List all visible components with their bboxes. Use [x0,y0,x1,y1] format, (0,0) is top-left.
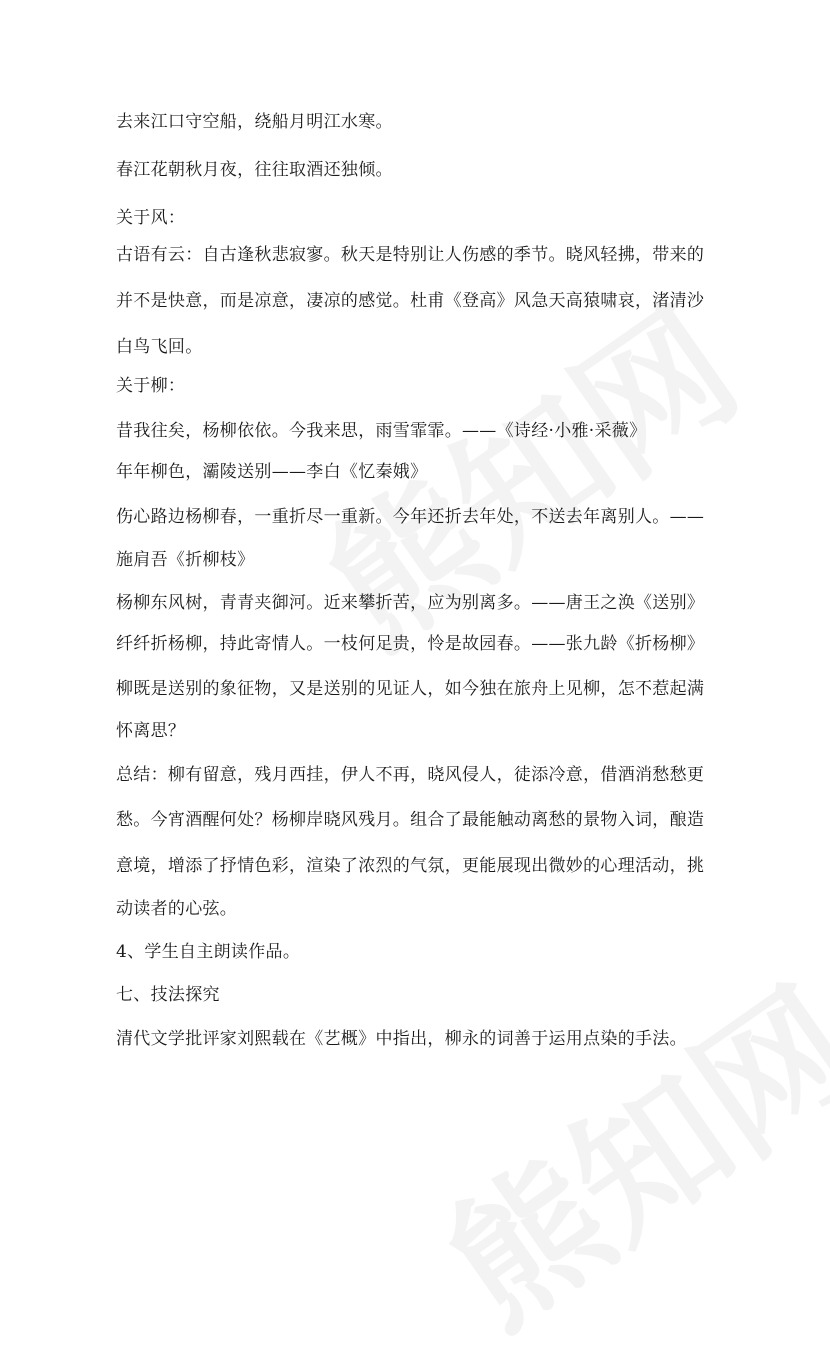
text-line: 动读者的心弦。 [116,899,238,919]
section-heading-willow: 关于柳： [116,376,186,396]
text-line: 白鸟飞回。 [116,337,203,357]
text-line: 施肩吾《折柳枝》 [116,550,255,570]
text-line: 意境，增添了抒情色彩，渲染了浓烈的气氛，更能展现出微妙的心理活动，挑 [116,856,705,876]
section-heading-wind: 关于风： [116,208,186,228]
text-line: 4、学生自主朗读作品。 [116,942,301,962]
text-line: 总结：柳有留意，残月西挂，伊人不再，晓风侵人，徒添冷意，借酒消愁愁更 [116,765,705,785]
text-line: 春江花朝秋月夜，往往取酒还独倾。 [116,160,393,180]
text-line: 去来江口守空船，绕船月明江水寒。 [116,112,393,132]
text-line: 伤心路边杨柳春，一重折尽一重新。今年还折去年处，不送去年离别人。—— [116,507,705,527]
text-line: 昔我往矣，杨柳依依。今我来思，雨雪霏霏。——《诗经·小雅·采薇》 [116,421,647,441]
text-line: 并不是快意，而是凉意，凄凉的感觉。杜甫《登高》风急天高猿啸哀，渚清沙 [116,291,705,311]
text-line: 杨柳东风树，青青夹御河。近来攀折苦，应为别离多。——唐王之涣《送别》 [116,593,705,613]
text-line: 柳既是送别的象征物，又是送别的见证人，如今独在旅舟上见柳，怎不惹起满 [116,679,705,699]
text-line: 纤纤折杨柳，持此寄情人。一枝何足贵，怜是故园春。——张九龄《折杨柳》 [116,634,705,654]
text-line: 怀离思？ [116,721,186,741]
text-line: 古语有云：自古逢秋悲寂寥。秋天是特别让人伤感的季节。晓风轻拂，带来的 [116,245,705,265]
text-line: 愁。今宵酒醒何处？杨柳岸晓风残月。组合了最能触动离愁的景物入词，酿造 [116,810,705,830]
text-line: 清代文学批评家刘熙载在《艺概》中指出，柳永的词善于运用点染的手法。 [116,1029,687,1049]
text-line: 年年柳色，灞陵送别——李白《忆秦娥》 [116,462,428,482]
section-heading-technique: 七、技法探究 [116,985,220,1005]
